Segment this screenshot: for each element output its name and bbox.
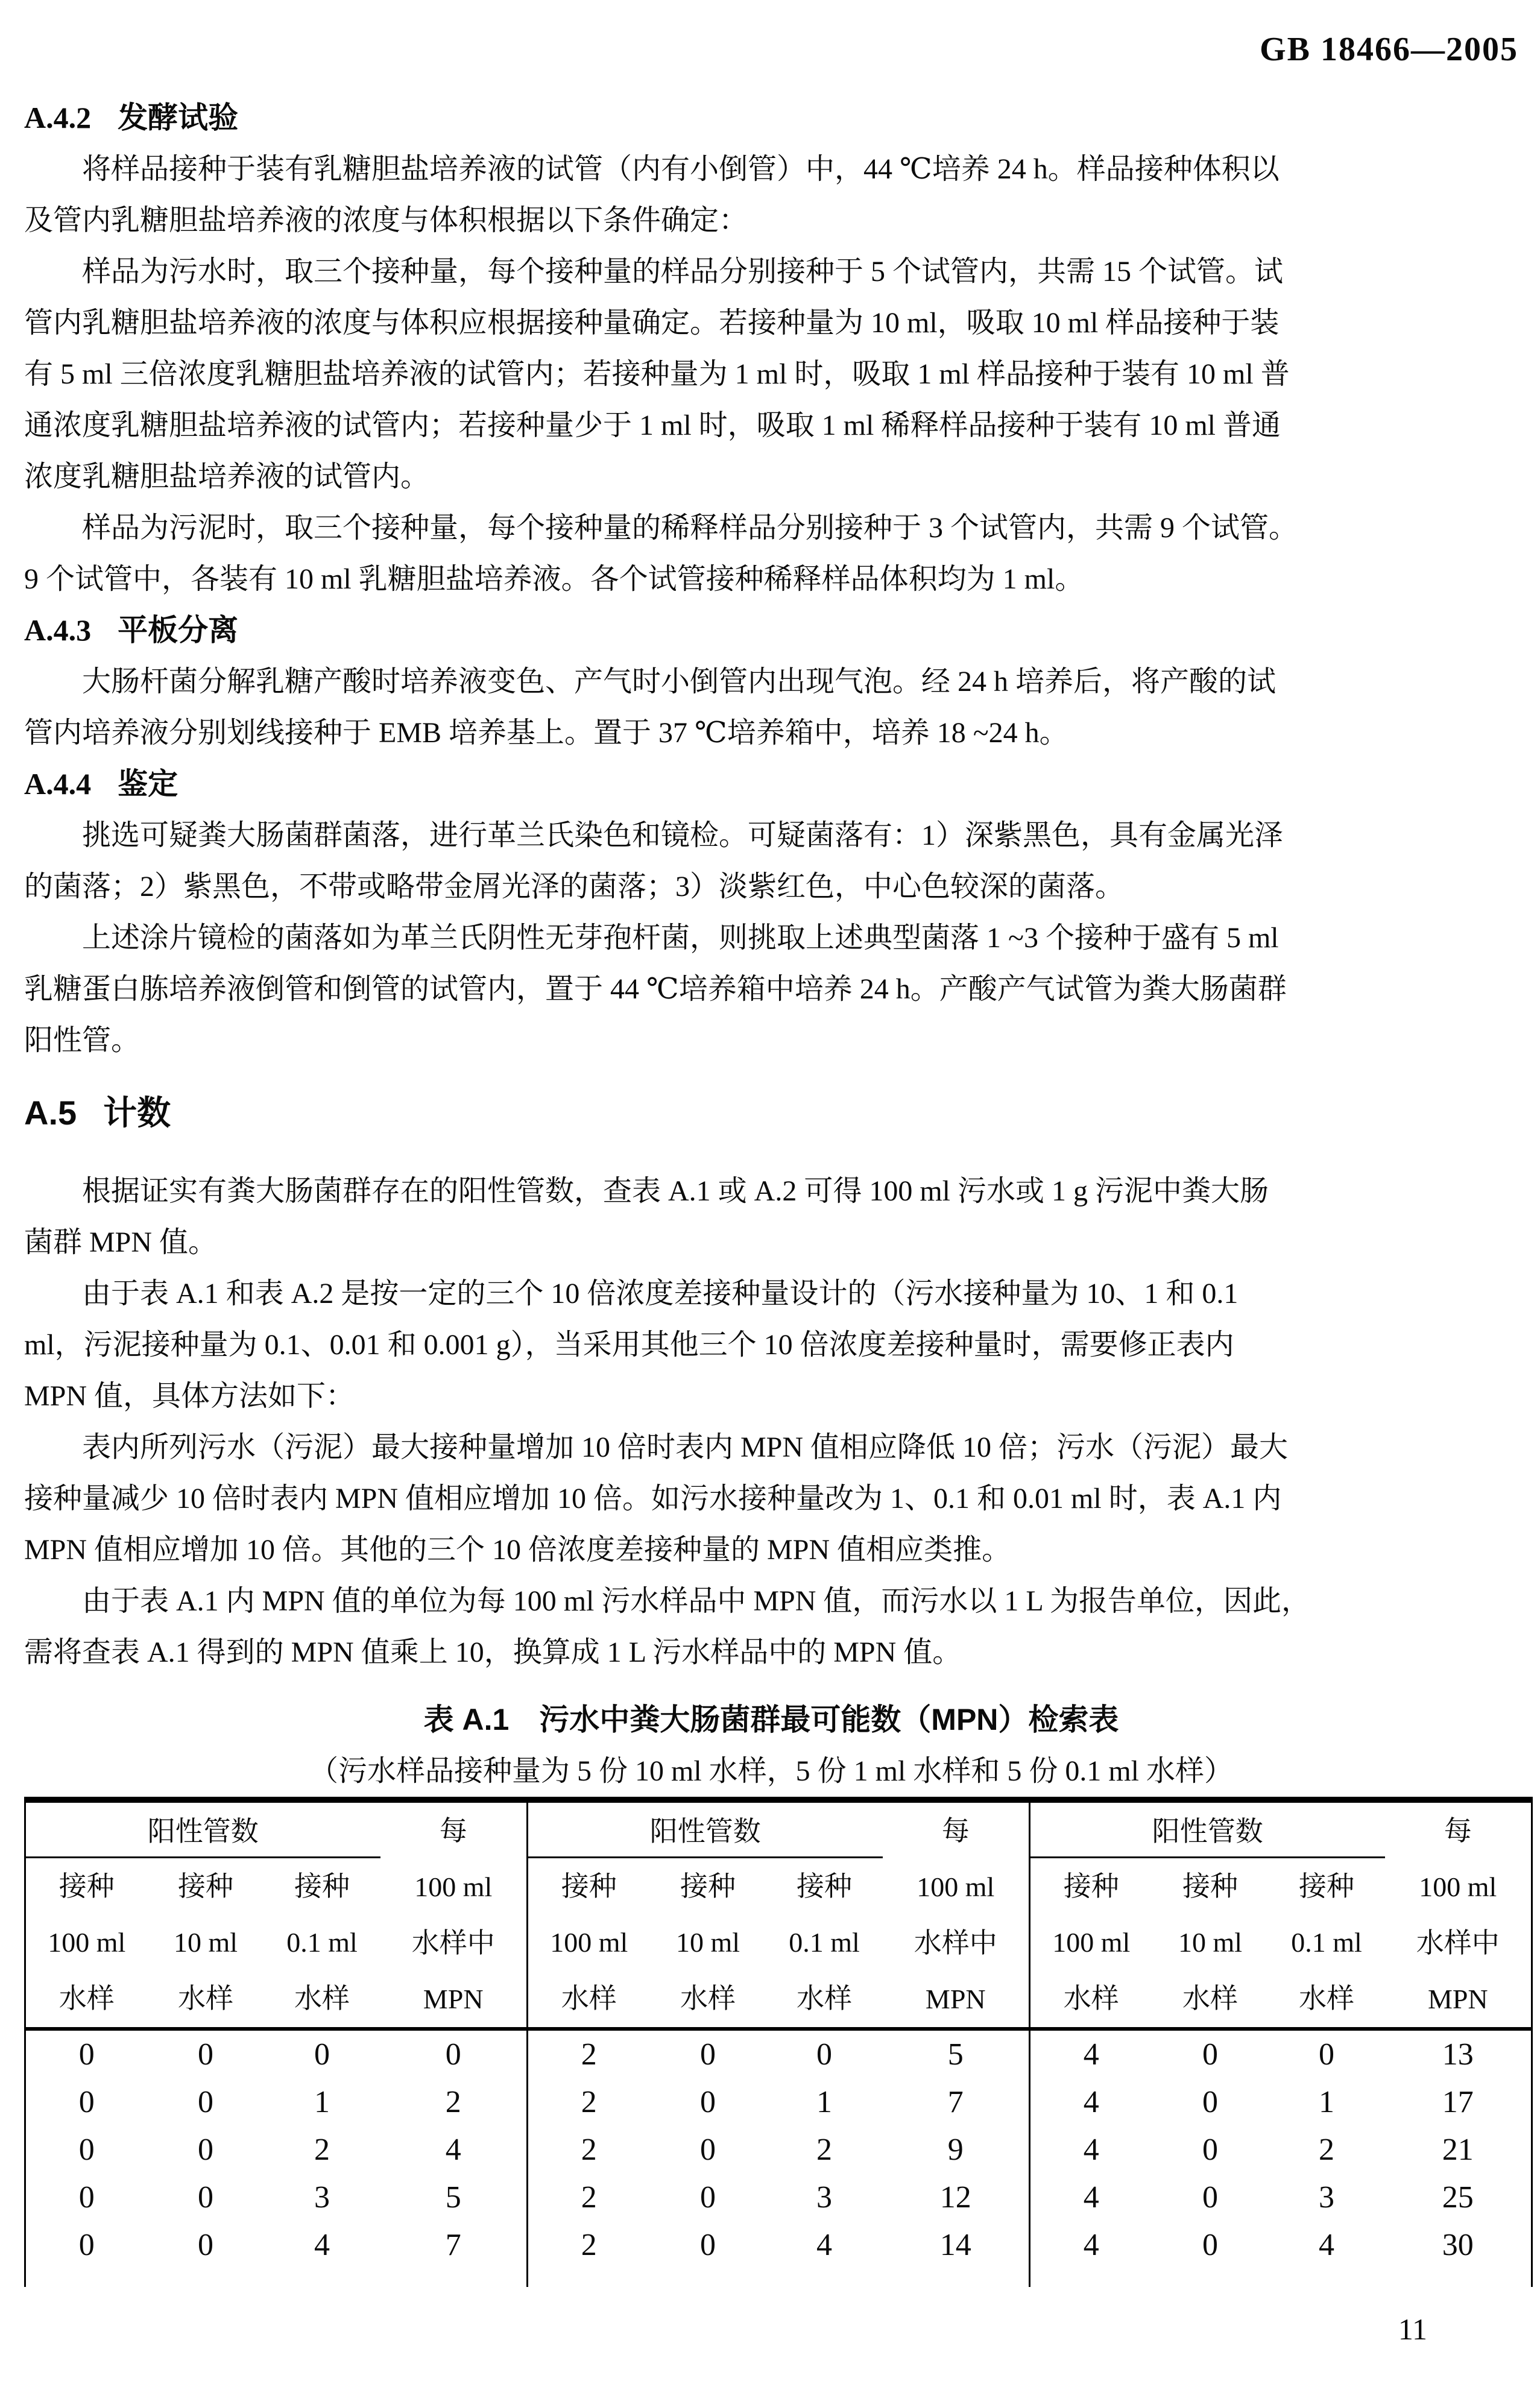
mpn-cell: 2 (528, 2029, 650, 2078)
mpn-header-line: 水样中 (1416, 1928, 1500, 1958)
mpn-cell: 9 (947, 2133, 964, 2167)
body-line: 接种量减少 10 倍时表内 MPN 值相应增加 10 倍。如污水接种量改为 1、0.1 和 0.01 ml 时，表 A.1 内 (24, 1483, 1282, 1515)
body-line: 样品为污水时，取三个接种量，每个接种量的样品分别接种于 5 个试管内，共需 15 个试管。试 (82, 256, 1284, 288)
table-tail-row (25, 2269, 1532, 2287)
mpn-cell: 2 (528, 2126, 650, 2174)
body-line: 管内乳糖胆盐培养液的浓度与体积应根据接种量确定。若接种量为 10 ml，吸取 10 ml 样品接种于装 (24, 307, 1280, 339)
body-line: 上述涂片镜检的菌落如为革兰氏阴性无芽孢杆菌，则挑取上述典型菌落 1 ~3 个接种于盛有 5 ml (82, 922, 1279, 954)
col-header-line: 水样 (1182, 1983, 1239, 2014)
mpn-column-header (1385, 1800, 1532, 2029)
mpn-column-header (883, 1800, 1030, 2029)
mpn-cell: 5 (947, 2037, 964, 2072)
section-title: 平板分离 (118, 613, 239, 647)
section-heading-a5 (24, 1087, 1518, 1138)
mpn-header-line: 100 ml (1419, 1872, 1497, 1902)
mpn-cell: 3 (1319, 2180, 1335, 2215)
body-line: 由于表 A.1 内 MPN 值的单位为每 100 ml 污水样品中 MPN 值，而污水以 1 L 为报告单位，因此， (82, 1585, 1310, 1617)
inoculation-column-header (264, 1857, 380, 2029)
empty-cell (528, 2269, 1030, 2287)
mpn-cell: 0 (78, 2180, 95, 2215)
section-number: A.4.2 (24, 101, 92, 134)
mpn-cell: 21 (1442, 2133, 1474, 2167)
mpn-cell: 4 (314, 2228, 330, 2262)
col-header-line: 100 ml (48, 1927, 126, 1958)
mpn-cell: 4 (1030, 2126, 1152, 2174)
mpn-cell: 0 (78, 2085, 95, 2119)
body-line: 样品为污泥时，取三个接种量，每个接种量的稀释样品分别接种于 3 个试管内，共需 9 个试管。 (82, 512, 1298, 544)
body-line: MPN 值相应增加 10 倍。其他的三个 10 倍浓度差接种量的 MPN 值相应类推。 (24, 1534, 1011, 1566)
mpn-cell: 1 (314, 2085, 330, 2119)
mpn-cell: 0 (700, 2085, 716, 2119)
mpn-cell: 14 (939, 2228, 971, 2262)
inoculation-column-header (1269, 1857, 1385, 2029)
body-line: 有 5 ml 三倍浓度乳糖胆盐培养液的试管内；若接种量为 1 ml 时，吸取 1 ml 样品接种于装有 10 ml 普 (24, 358, 1290, 390)
col-header-line: 0.1 ml (1291, 1927, 1362, 1958)
body-line: 管内培养液分别划线接种于 EMB 培养基上。置于 37 ℃培养箱中，培养 18 ~24 h。 (24, 717, 1068, 749)
standard-code-header: GB 18466—2005 (1260, 31, 1518, 68)
mpn-header-line: MPN (1427, 1984, 1488, 2014)
page-content (24, 0, 1518, 2287)
inoculation-column-header (148, 1857, 264, 2029)
body-line: 浓度乳糖胆盐培养液的试管内。 (24, 461, 430, 493)
mpn-cell: 4 (445, 2133, 461, 2167)
mpn-cell: 30 (1442, 2228, 1474, 2262)
mpn-column-header (380, 1800, 528, 2029)
mpn-cell: 4 (816, 2228, 833, 2262)
table-title: 表 A.1 污水中粪大肠菌群最可能数（MPN）检索表 (423, 1703, 1119, 1736)
col-header-line: 10 ml (1178, 1927, 1243, 1958)
col-header-line: 接种 (1063, 1871, 1119, 1902)
mpn-cell: 4 (1030, 2174, 1152, 2221)
mpn-cell: 12 (939, 2180, 971, 2215)
col-header-line: 水样 (294, 1983, 350, 2014)
mpn-cell: 3 (314, 2180, 330, 2215)
body-line: 乳糖蛋白胨培养液倒管和倒管的试管内，置于 44 ℃培养箱中培养 24 h。产酸产气试管为粪大肠菌群 (24, 973, 1287, 1005)
mpn-header-line: 100 ml (917, 1872, 995, 1902)
mpn-cell: 0 (700, 2037, 716, 2072)
mpn-header-line: 每 (1444, 1815, 1472, 1846)
mpn-header-line: 每 (439, 1815, 467, 1846)
inoculation-column-header (25, 1857, 148, 2029)
mpn-cell: 4 (1319, 2228, 1335, 2262)
body-line: 由于表 A.1 和表 A.2 是按一定的三个 10 倍浓度差接种量设计的（污水接种量为 10、1 和 0.1 (82, 1278, 1239, 1310)
mpn-header-line: MPN (925, 1984, 986, 2014)
mpn-cell: 0 (198, 2085, 213, 2119)
mpn-cell: 1 (1319, 2085, 1335, 2119)
col-header-line: 接种 (1182, 1871, 1239, 1902)
mpn-header-line: MPN (423, 1984, 484, 2014)
mpn-cell: 0 (816, 2037, 833, 2072)
col-header-line: 水样 (1299, 1983, 1355, 2014)
positive-tubes-header: 阳性管数 (25, 1800, 380, 1857)
mpn-cell: 2 (445, 2085, 461, 2119)
table-row (25, 2029, 1532, 2078)
mpn-cell: 4 (1030, 2221, 1152, 2269)
table-header (25, 1800, 1532, 2029)
col-header-line: 接种 (58, 1871, 115, 1902)
mpn-table-body (25, 2029, 1532, 2269)
mpn-header-line: 水样中 (411, 1928, 495, 1958)
body-line: 根据证实有粪大肠菌群存在的阳性管数，查表 A.1 或 A.2 可得 100 ml 污水或 1 g 污泥中粪大肠 (82, 1175, 1269, 1207)
mpn-cell: 0 (1202, 2228, 1219, 2262)
empty-cell (1030, 2269, 1532, 2287)
body-line: 表内所列污水（污泥）最大接种量增加 10 倍时表内 MPN 值相应降低 10 倍；污水（污泥）最大 (82, 1431, 1289, 1463)
mpn-header-line: 100 ml (414, 1872, 493, 1902)
mpn-cell: 7 (947, 2085, 964, 2119)
mpn-cell: 0 (700, 2133, 716, 2167)
mpn-cell: 4 (1030, 2078, 1152, 2126)
empty-cell (25, 2269, 528, 2287)
inoculation-column-header (1030, 1857, 1152, 2029)
mpn-cell: 3 (816, 2180, 833, 2215)
body-line: MPN 值，具体方法如下： (24, 1380, 355, 1412)
col-header-line: 0.1 ml (789, 1927, 860, 1958)
section-number: A.5 (24, 1094, 77, 1132)
inoculation-column-header (1152, 1857, 1269, 2029)
col-header-line: 水样 (561, 1983, 617, 2014)
body-line: 将样品接种于装有乳糖胆盐培养液的试管（内有小倒管）中，44 ℃培养 24 h。样品接种体积以 (82, 153, 1280, 185)
mpn-cell: 13 (1442, 2037, 1474, 2072)
mpn-cell: 0 (198, 2228, 213, 2262)
section-number: A.4.3 (24, 613, 92, 647)
mpn-cell: 0 (314, 2037, 330, 2072)
body-line: 及管内乳糖胆盐培养液的浓度与体积根据以下条件确定： (24, 204, 748, 236)
col-header-line: 接种 (680, 1871, 736, 1902)
col-header-line: 10 ml (675, 1927, 740, 1958)
col-header-line: 100 ml (550, 1927, 628, 1958)
mpn-cell: 5 (445, 2180, 461, 2215)
body-line: 阳性管。 (24, 1024, 140, 1056)
mpn-cell: 0 (1202, 2133, 1219, 2167)
col-header-line: 接种 (797, 1871, 853, 1902)
body-line: 菌群 MPN 值。 (24, 1226, 218, 1258)
body-line: 通浓度乳糖胆盐培养液的试管内；若接种量少于 1 ml 时，吸取 1 ml 稀释样品接种于装有 10 ml 普通 (24, 409, 1281, 441)
mpn-lookup-table (24, 1797, 1533, 2287)
mpn-cell: 2 (528, 2174, 650, 2221)
col-header-line: 10 ml (173, 1927, 238, 1958)
body-line: 的菌落；2）紫黑色，不带或略带金屑光泽的菌落；3）淡紫红色，中心色较深的菌落。 (24, 871, 1125, 903)
col-header-line: 水样 (178, 1983, 233, 2014)
section-heading-a44 (24, 758, 1518, 810)
body-line: 9 个试管中，各装有 10 ml 乳糖胆盐培养液。各个试管接种稀释样品体积均为 1 ml。 (24, 563, 1084, 595)
col-header-line: 水样 (797, 1983, 853, 2014)
mpn-cell: 0 (445, 2037, 461, 2072)
mpn-cell: 0 (198, 2133, 213, 2167)
positive-tubes-header: 阳性管数 (528, 1800, 883, 1857)
body-line: ml，污泥接种量为 0.1、0.01 和 0.001 g），当采用其他三个 10 倍浓度差接种量时，需要修正表内 (24, 1329, 1234, 1361)
mpn-header-line: 水样中 (914, 1928, 997, 1958)
mpn-cell: 2 (314, 2133, 330, 2167)
mpn-cell: 0 (700, 2180, 716, 2215)
mpn-cell: 0 (78, 2133, 95, 2167)
inoculation-column-header (766, 1857, 883, 2029)
mpn-cell: 0 (78, 2228, 95, 2262)
col-header-line: 水样 (680, 1983, 736, 2014)
table-row (25, 2078, 1532, 2126)
mpn-cell: 0 (1202, 2085, 1219, 2119)
mpn-cell: 0 (1202, 2037, 1219, 2072)
mpn-cell: 4 (1030, 2029, 1152, 2078)
body-line: 大肠杆菌分解乳糖产酸时培养液变色、产气时小倒管内出现气泡。经 24 h 培养后，将产酸的试 (82, 666, 1276, 698)
mpn-cell: 2 (816, 2133, 833, 2167)
inoculation-column-header (650, 1857, 766, 2029)
col-header-line: 100 ml (1052, 1927, 1131, 1958)
mpn-cell: 0 (1202, 2180, 1219, 2215)
section-title: 鉴定 (118, 767, 178, 801)
col-header-line: 接种 (178, 1871, 233, 1902)
col-header-line: 接种 (1299, 1871, 1355, 1902)
col-header-line: 水样 (58, 1983, 115, 2014)
section-number: A.4.4 (24, 767, 92, 801)
body-line: 挑选可疑粪大肠菌群菌落，进行革兰氏染色和镜检。可疑菌落有：1）深紫黑色，具有金属光泽 (82, 819, 1284, 851)
section-heading-a43 (24, 605, 1518, 656)
mpn-table-tail (25, 2269, 1532, 2287)
body-line: 需将查表 A.1 得到的 MPN 值乘上 10，换算成 1 L 污水样品中的 MPN 值。 (24, 1636, 962, 1668)
mpn-cell: 25 (1442, 2180, 1474, 2215)
col-header-line: 接种 (294, 1871, 350, 1902)
mpn-cell: 0 (198, 2037, 213, 2072)
mpn-cell: 0 (1319, 2037, 1335, 2072)
mpn-cell: 2 (528, 2221, 650, 2269)
section-title: 计数 (103, 1094, 171, 1132)
mpn-cell: 0 (78, 2037, 95, 2072)
mpn-cell: 0 (198, 2180, 213, 2215)
mpn-cell: 17 (1442, 2085, 1474, 2119)
mpn-header-line: 每 (941, 1815, 970, 1846)
table-row (25, 2221, 1532, 2269)
positive-tubes-header: 阳性管数 (1030, 1800, 1385, 1857)
mpn-cell: 1 (816, 2085, 833, 2119)
section-title: 发酵试验 (118, 101, 239, 134)
table-row (25, 2126, 1532, 2174)
col-header-line: 水样 (1063, 1983, 1119, 2014)
mpn-cell: 2 (1319, 2133, 1335, 2167)
col-header-line: 0.1 ml (286, 1927, 358, 1958)
mpn-cell: 2 (528, 2078, 650, 2126)
table-subtitle: （污水样品接种量为 5 份 10 ml 水样，5 份 1 ml 水样和 5 份 0.1 ml 水样） (309, 1755, 1234, 1787)
section-heading-a42 (24, 92, 1518, 143)
page-number: 11 (1398, 2312, 1427, 2346)
inoculation-column-header (528, 1857, 650, 2029)
mpn-cell: 7 (445, 2228, 461, 2262)
table-row (25, 2174, 1532, 2221)
col-header-line: 接种 (561, 1871, 617, 1902)
mpn-cell: 0 (700, 2228, 716, 2262)
